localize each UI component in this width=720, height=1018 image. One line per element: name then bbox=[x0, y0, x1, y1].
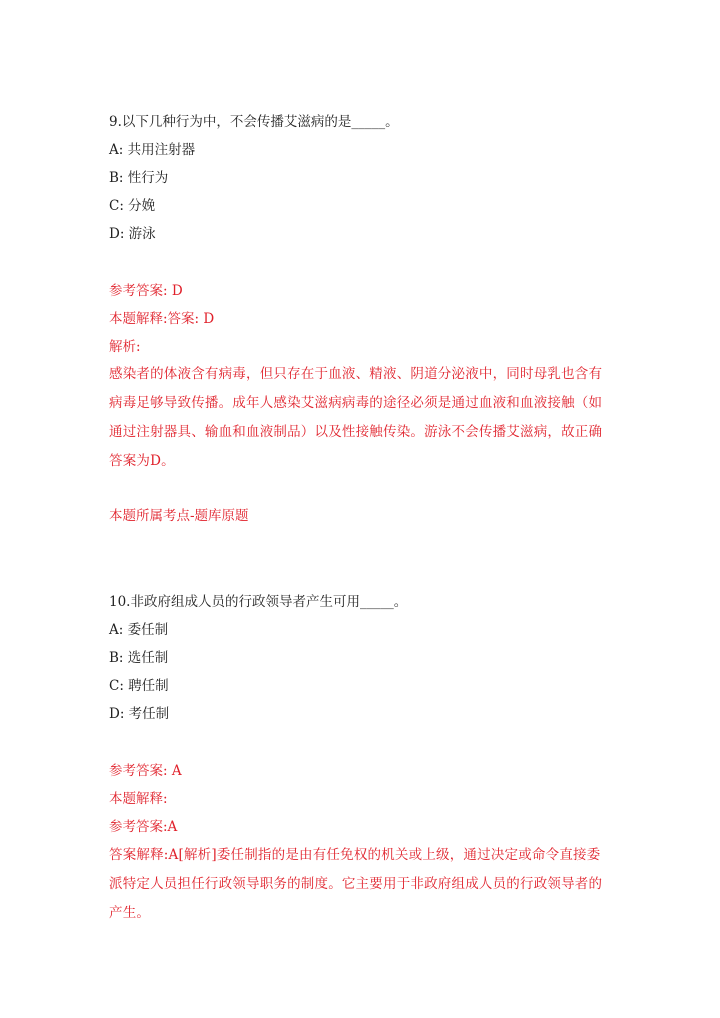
question-10-answer: 参考答案: A bbox=[109, 763, 182, 779]
question-10-option-a: A: 委任制 bbox=[109, 622, 169, 638]
question-9-option-d: D: 游泳 bbox=[109, 226, 156, 242]
question-10-option-d: D: 考任制 bbox=[109, 706, 170, 722]
question-10-analysis: 答案解释:A[解析]委任制指的是由有任免权的机关或上级，通过决定或命令直接委派特定人员担任行政领导职务的制度。它主要用于非政府组成人员的行政领导者的产生。 bbox=[109, 847, 603, 921]
question-9-source: 本题所属考点-题库原题 bbox=[109, 508, 249, 524]
question-9-analysis-label: 解析: bbox=[109, 339, 141, 355]
question-9-stem: 9.以下几种行为中，不会传播艾滋病的是_____。 bbox=[109, 114, 399, 130]
question-9-explain-label: 本题解释:答案: D bbox=[109, 311, 215, 327]
question-10-answer-repeat: 参考答案:A bbox=[109, 819, 178, 835]
question-10-option-c: C: 聘任制 bbox=[109, 678, 169, 694]
question-10-stem: 10.非政府组成人员的行政领导者产生可用_____。 bbox=[109, 594, 408, 610]
question-9-option-c: C: 分娩 bbox=[109, 198, 156, 214]
question-9-option-a: A: 共用注射器 bbox=[109, 142, 196, 158]
question-9-analysis: 感染者的体液含有病毒，但只存在于血液、精液、阴道分泌液中，同时母乳也含有病毒足够导致传播。成年人感染艾滋病病毒的途径必须是通过血液和血液接触（如通过注射器具、输血和血液制品）以及性接触传染。游泳不会传播艾滋病，故正确答案为D。 bbox=[109, 366, 603, 469]
question-9-option-b: B: 性行为 bbox=[109, 170, 169, 186]
question-10-option-b: B: 选任制 bbox=[109, 650, 169, 666]
question-9-answer: 参考答案: D bbox=[109, 283, 183, 299]
question-10-explain-label: 本题解释: bbox=[109, 791, 168, 807]
